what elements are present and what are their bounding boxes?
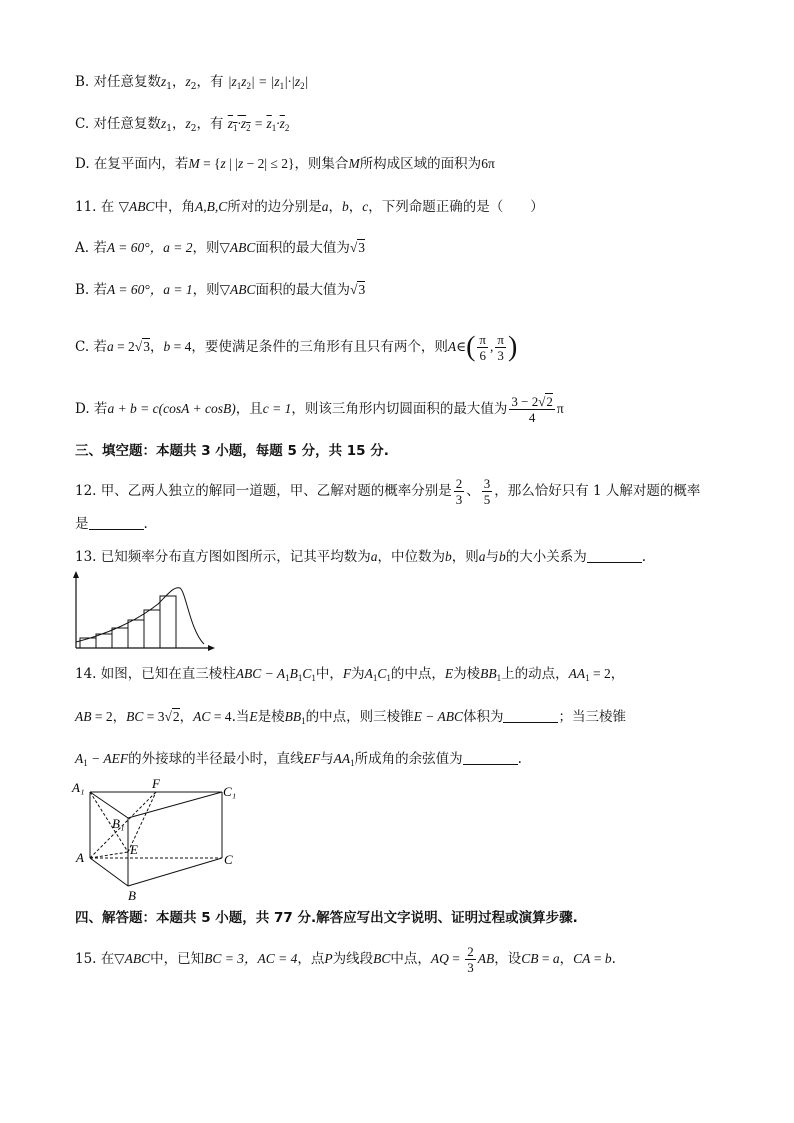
- x-axis-arrow: [208, 645, 215, 651]
- option-10-c: C. 对任意复数$z_1$，$z_2$，有 $z_1\cdot z_2 = \overline{z}_1\cdot\overline{z}_2$: [75, 116, 290, 134]
- question-14-line-2: AB = 2，BC = 3√2，AC = 4.当E是棱$BB_1$的中点，则三棱锥E − ABC体积为 ；当三棱锥: [75, 709, 626, 726]
- histogram-bar: [112, 628, 128, 648]
- y-axis-arrow: [73, 571, 79, 578]
- density-curve: [76, 588, 204, 644]
- option-10-b: B. 对任意复数$z_1$，$z_2$，有 $|z_1z_2| = |z_1|\cdot|z_2|$: [75, 74, 309, 92]
- option-11-b: B. 若A = 60°，a = 1，则▽ABC面积的最大值为√3: [75, 282, 366, 298]
- label-b1: B₁: [112, 816, 125, 831]
- answer-blank-14a[interactable]: [503, 708, 558, 723]
- answer-blank-12[interactable]: [89, 515, 144, 530]
- label-a: A: [76, 850, 84, 865]
- question-14-line-3: $A_1$ − AEF的外接球的半径最小时，直线EF与$AA_1$所成角的余弦值为 .: [75, 751, 522, 768]
- histogram-bar: [80, 638, 96, 648]
- option-11-c: C. 若a = 2√3，b = 4，要使满足条件的三角形有且只有两个，则A∈( $\frac{\pi}{6}$ , $\frac{\pi}{3}$ ): [75, 331, 518, 363]
- histogram-bar: [160, 596, 176, 648]
- question-12-line-1: 12. 甲、乙两人独立的解同一道题，甲、乙解对题的概率分别是 $\frac{2}{3}$ 、 $\frac{3}{5}$ ，那么恰好只有 1 人解对题的概率: [75, 476, 701, 507]
- histogram-bar: [96, 634, 112, 648]
- section-4-heading: 四、解答题：本题共 5 小题，共 77 分.解答应写出文字说明、证明过程或演算步骤.: [75, 910, 578, 926]
- label-c: C: [224, 852, 233, 867]
- option-10-d: D. 在复平面内，若M = {z | |z − 2| ≤ 2}，则集合M所构成区域的面积为6π: [75, 156, 495, 172]
- histogram-bar: [128, 620, 144, 648]
- label-e: E: [130, 842, 138, 857]
- section-3-heading: 三、填空题：本题共 3 小题，每题 5 分，共 15 分.: [75, 443, 389, 459]
- question-15: 15. 在▽ABC中，已知BC = 3，AC = 4，点P为线段BC中点，AQ = $\frac{2}{3}$ AB，设CB = a，CA = b.: [75, 944, 616, 975]
- histogram-bar: [144, 610, 160, 648]
- answer-blank-14b[interactable]: [463, 750, 518, 765]
- label-a1: A₁: [72, 780, 85, 795]
- label-b: B: [128, 888, 136, 903]
- question-11-stem: 11. 在 ▽ABC中，角A,B,C所对的边分别是a，b，c，下列命题正确的是（ ）: [75, 199, 544, 215]
- prism-figure: [70, 778, 250, 906]
- frequency-histogram: [68, 570, 218, 652]
- question-14-line-1: 14. 如图，已知在直三棱柱ABC − $A_1B_1C_1$中，F为$A_1C_1$的中点，E为棱$BB_1$上的动点，$AA_1 = 2$，: [75, 666, 625, 683]
- label-f: F: [152, 778, 160, 791]
- question-12-line-2: 是 .: [75, 516, 148, 532]
- label-c1: C₁: [223, 784, 237, 799]
- answer-blank-13[interactable]: [587, 548, 642, 563]
- option-11-a: A. 若A = 60°，a = 2，则▽ABC面积的最大值为√3: [75, 240, 366, 256]
- option-11-d: D. 若a + b = c(cosA + cosB)，且c = 1，则该三角形内切圆面积的最大值为 $\frac{3 - 2√2}{4}$ π: [75, 394, 564, 425]
- question-13: 13. 已知频率分布直方图如图所示，记其平均数为a，中位数为b，则a与b的大小关系为 .: [75, 549, 647, 565]
